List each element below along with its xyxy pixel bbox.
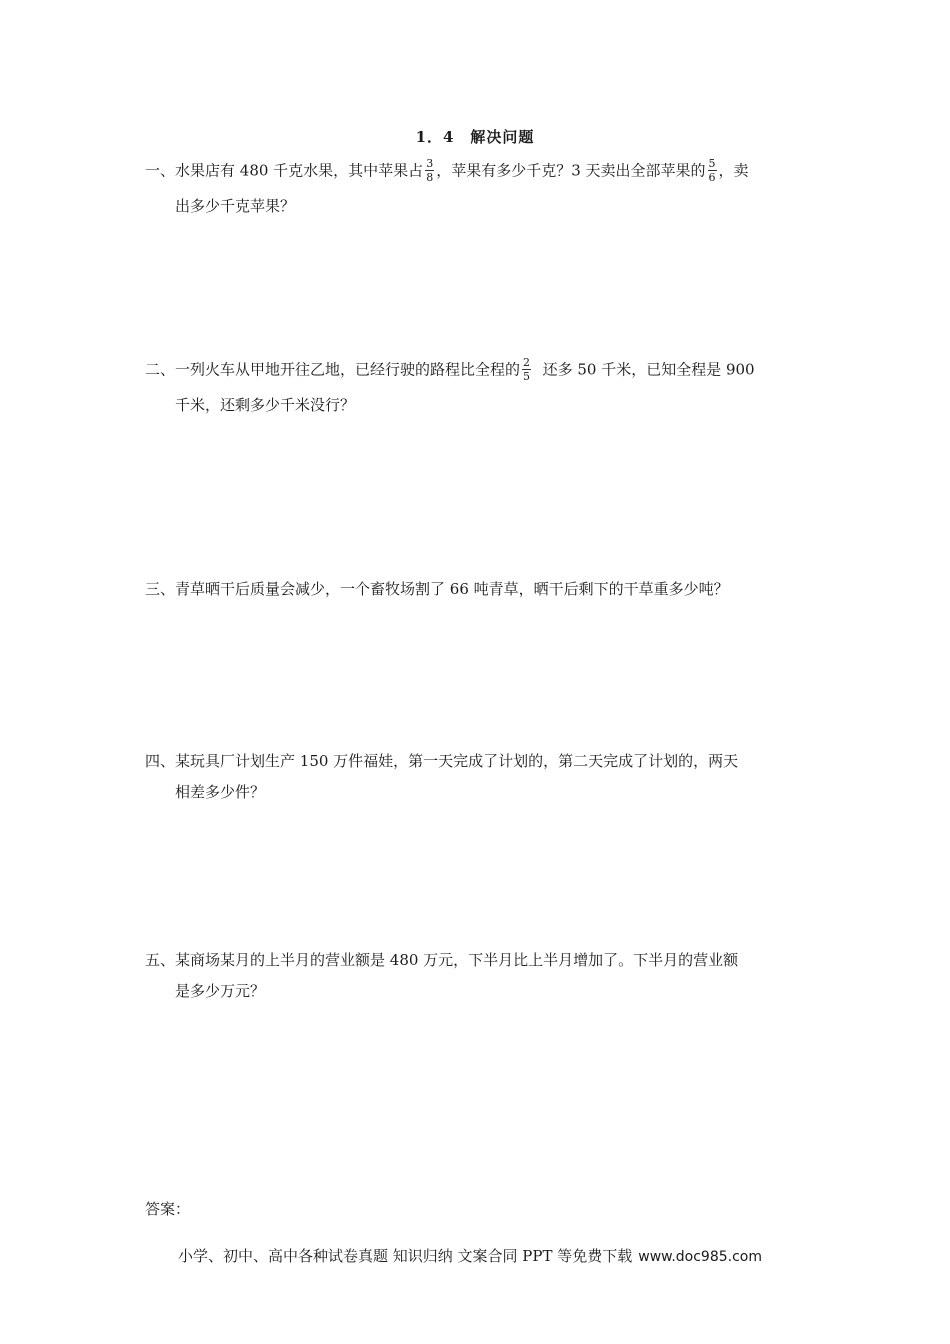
question-text: 青草晒干后质量会减少，一个畜牧场割了 66 吨青草，晒干后剩下的干草重多少吨？ xyxy=(175,580,729,598)
question-text: ，苹果有多少千克？3 天卖出全部苹果的 xyxy=(436,161,706,180)
footer-site-link[interactable]: www.doc985.com xyxy=(638,1249,763,1265)
fraction-numerator: 3 xyxy=(426,157,434,170)
fraction-denominator: 5 xyxy=(523,370,531,383)
question-2 xyxy=(145,357,810,415)
question-5-line-2: 是多少万元？ xyxy=(175,982,266,1000)
fraction xyxy=(708,157,717,184)
question-number: 二、 xyxy=(145,360,176,379)
question-2-line-2: 千米，还剩多少千米没行？ xyxy=(175,396,356,414)
question-3-line-1 xyxy=(145,578,810,599)
fraction-numerator: 2 xyxy=(523,356,531,369)
question-1 xyxy=(145,158,810,216)
question-text: 某商场某月的上半月的营业额是 480 万元，下半月比上半月增加了。下半月的营业额 xyxy=(175,951,739,969)
fraction-denominator: 8 xyxy=(426,171,434,184)
page-title: 1．4 解决问题 xyxy=(415,128,535,146)
footer xyxy=(178,1245,762,1266)
question-text: 还多 50 千米，已知全程是 900 xyxy=(542,360,755,379)
fraction-numerator: 5 xyxy=(708,157,716,170)
fraction xyxy=(522,356,531,383)
question-number: 一、 xyxy=(145,161,176,180)
question-4 xyxy=(145,750,810,802)
question-1-line-2: 出多少千克苹果？ xyxy=(175,197,296,215)
question-2-line-1 xyxy=(145,357,810,384)
question-text: ，卖 xyxy=(718,161,749,180)
question-number: 四、 xyxy=(145,752,176,770)
question-1-line-1 xyxy=(145,158,810,185)
question-5-line-1 xyxy=(145,949,810,970)
question-text: 水果店有 480 千克水果，其中苹果占 xyxy=(175,161,424,180)
question-4-line-1 xyxy=(145,750,810,771)
question-3 xyxy=(145,578,810,599)
question-4-line-2: 相差多少件？ xyxy=(175,783,266,801)
question-text: 某玩具厂计划生产 150 万件福娃，第一天完成了计划的，第二天完成了计划的，两天 xyxy=(175,752,739,770)
fraction-denominator: 6 xyxy=(708,171,716,184)
question-text: 一列火车从甲地开往乙地，已经行驶的路程比全程的 xyxy=(175,360,521,379)
question-5 xyxy=(145,949,810,1001)
fraction xyxy=(425,157,434,184)
question-number: 五、 xyxy=(145,951,176,969)
question-number: 三、 xyxy=(145,580,176,598)
answer-label: 答案： xyxy=(145,1200,191,1218)
footer-text: 小学、初中、高中各种试卷真题 知识归纳 文案合同 PPT 等免费下载 xyxy=(178,1247,633,1265)
